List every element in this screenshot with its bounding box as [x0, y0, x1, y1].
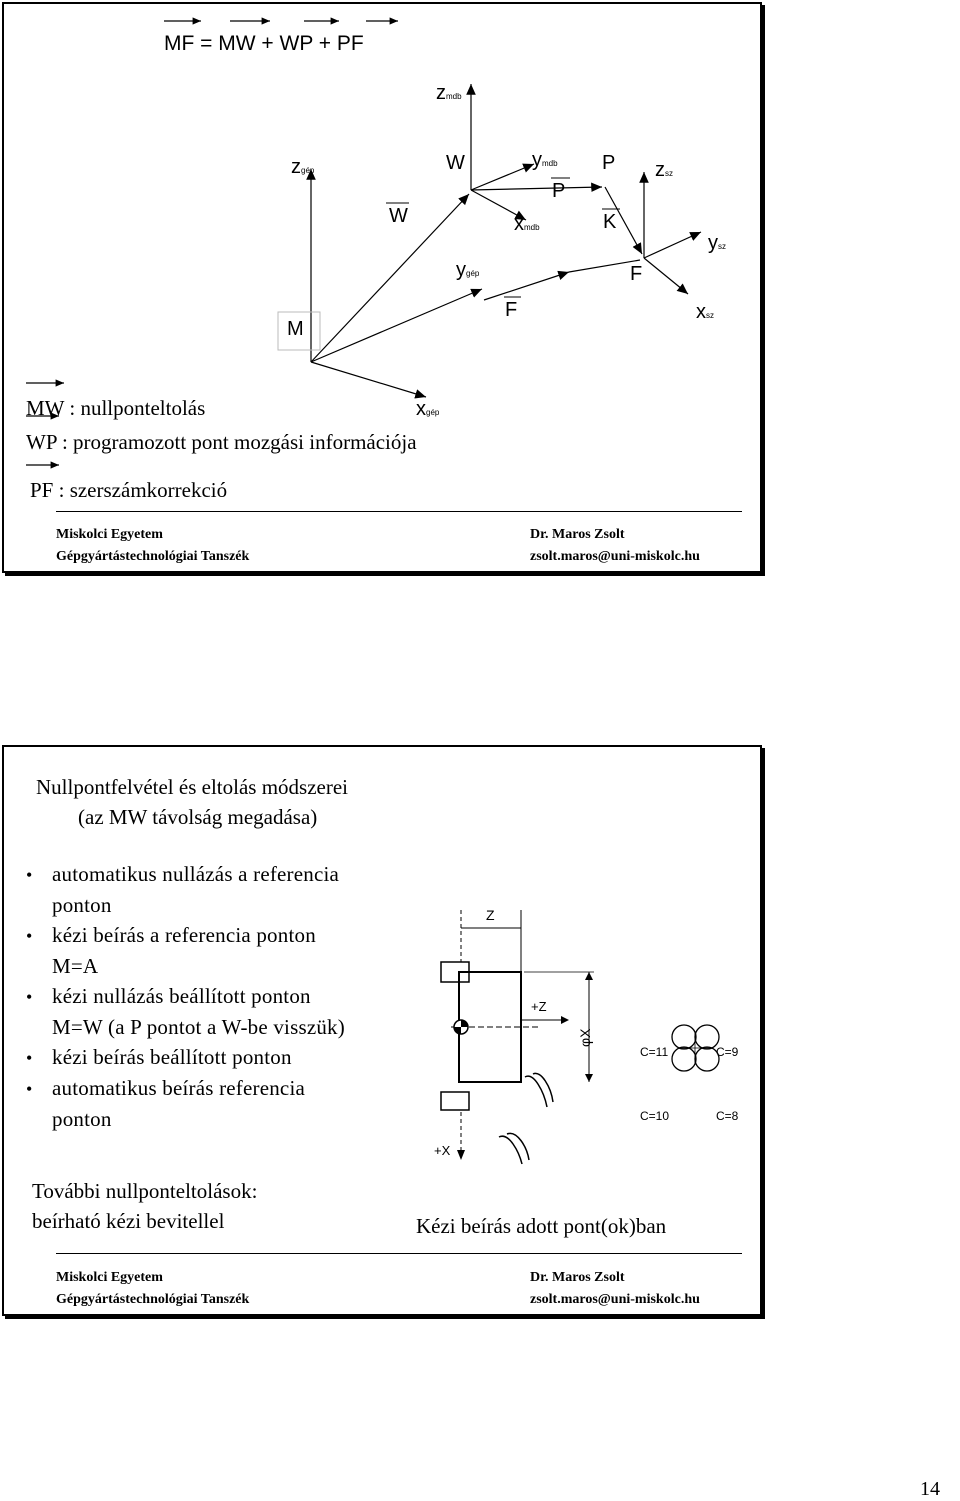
footer-author: Dr. Maros Zsolt [530, 1270, 625, 1285]
plus-x-label: +X [434, 1143, 451, 1158]
bullet-5-line2: ponton [52, 1107, 112, 1131]
footer-university: Miskolci Egyetem [56, 527, 163, 542]
coordinate-systems-diagram [4, 4, 764, 424]
definition-pf: PF : szerszámkorrekció [30, 478, 228, 502]
slide2-title-line1: Nullpontfelvétel és eltolás módszerei [36, 775, 348, 799]
slide-vector-diagram [2, 2, 762, 573]
label-y-sz: ysz [708, 232, 726, 254]
slide2-title-line2: (az MW távolság megadása) [78, 805, 318, 829]
footer-department: Gépgyártástechnológiai Tanszék [56, 1292, 250, 1307]
label-p-top: P [602, 152, 616, 174]
bullet-1-line1: automatikus nullázás a referencia [52, 862, 340, 886]
bullet-marker: • [26, 865, 33, 885]
label-f-right: F [630, 263, 643, 285]
footer-department: Gépgyártástechnológiai Tanszék [56, 549, 250, 564]
bullet-4-line1: kézi beírás beállított ponton [52, 1045, 292, 1069]
label-x-mdb: xmdb [514, 213, 540, 235]
c11-label: C=11 [640, 1045, 669, 1059]
footer-author: Dr. Maros Zsolt [530, 527, 625, 542]
workpiece-drawing [429, 902, 759, 1162]
further-offsets-line2: beírható kézi bevitellel [32, 1209, 225, 1233]
manual-entry-caption: Kézi beírás adott pont(ok)ban [416, 1214, 667, 1238]
bullet-3-line1: kézi nullázás beállított ponton [52, 984, 311, 1008]
label-w-mid: W [389, 205, 408, 227]
label-z-sz: zsz [655, 159, 673, 181]
page-number: 14 [920, 1478, 940, 1500]
footer-email: zsolt.maros@uni-miskolc.hu [530, 1292, 700, 1307]
label-f-low: F [505, 299, 518, 321]
label-k: K [603, 211, 617, 233]
further-offsets-line1: További nullponteltolások: [32, 1179, 258, 1203]
bullet-marker: • [26, 987, 33, 1007]
slide-zero-point-methods [2, 745, 762, 1316]
label-z-gep: zgép [291, 156, 315, 178]
plus-z-label: +Z [531, 999, 547, 1014]
bullet-marker: • [26, 926, 33, 946]
label-y-gep: ygép [456, 259, 480, 281]
bullet-marker: • [26, 1048, 33, 1068]
vector-equation: MF = MW + WP + PF [164, 32, 364, 55]
c8-label: C=8 [716, 1109, 739, 1123]
footer-rule [56, 511, 742, 512]
c10-label: C=10 [640, 1109, 670, 1123]
phi-x-label: φX [577, 1028, 593, 1047]
bullet-1-line2: ponton [52, 893, 112, 917]
bullet-3-line2: M=W (a P pontot a W-be visszük) [52, 1015, 345, 1039]
dim-z-label: Z [486, 907, 495, 923]
definition-mw: MW : nullponteltolás [26, 396, 206, 420]
label-w-top: W [446, 152, 465, 174]
footer-university: Miskolci Egyetem [56, 1270, 163, 1285]
footer-rule [56, 1253, 742, 1254]
label-y-mdb: ymdb [532, 149, 558, 171]
label-x-sz: xsz [696, 301, 714, 323]
definition-wp: WP : programozott pont mozgási információja [26, 430, 417, 454]
label-p-mid: P [552, 180, 566, 202]
bullet-2-line1: kézi beírás a referencia ponton [52, 923, 316, 947]
footer-email: zsolt.maros@uni-miskolc.hu [530, 549, 700, 564]
c9-label: C=9 [716, 1045, 739, 1059]
label-m: M [287, 318, 304, 340]
label-z-mdb: zmdb [436, 82, 462, 104]
bullet-2-line2: M=A [52, 954, 99, 978]
label-x-gep: xgép [416, 398, 440, 420]
bullet-marker: • [26, 1079, 33, 1099]
bullet-5-line1: automatikus beírás referencia [52, 1076, 306, 1100]
